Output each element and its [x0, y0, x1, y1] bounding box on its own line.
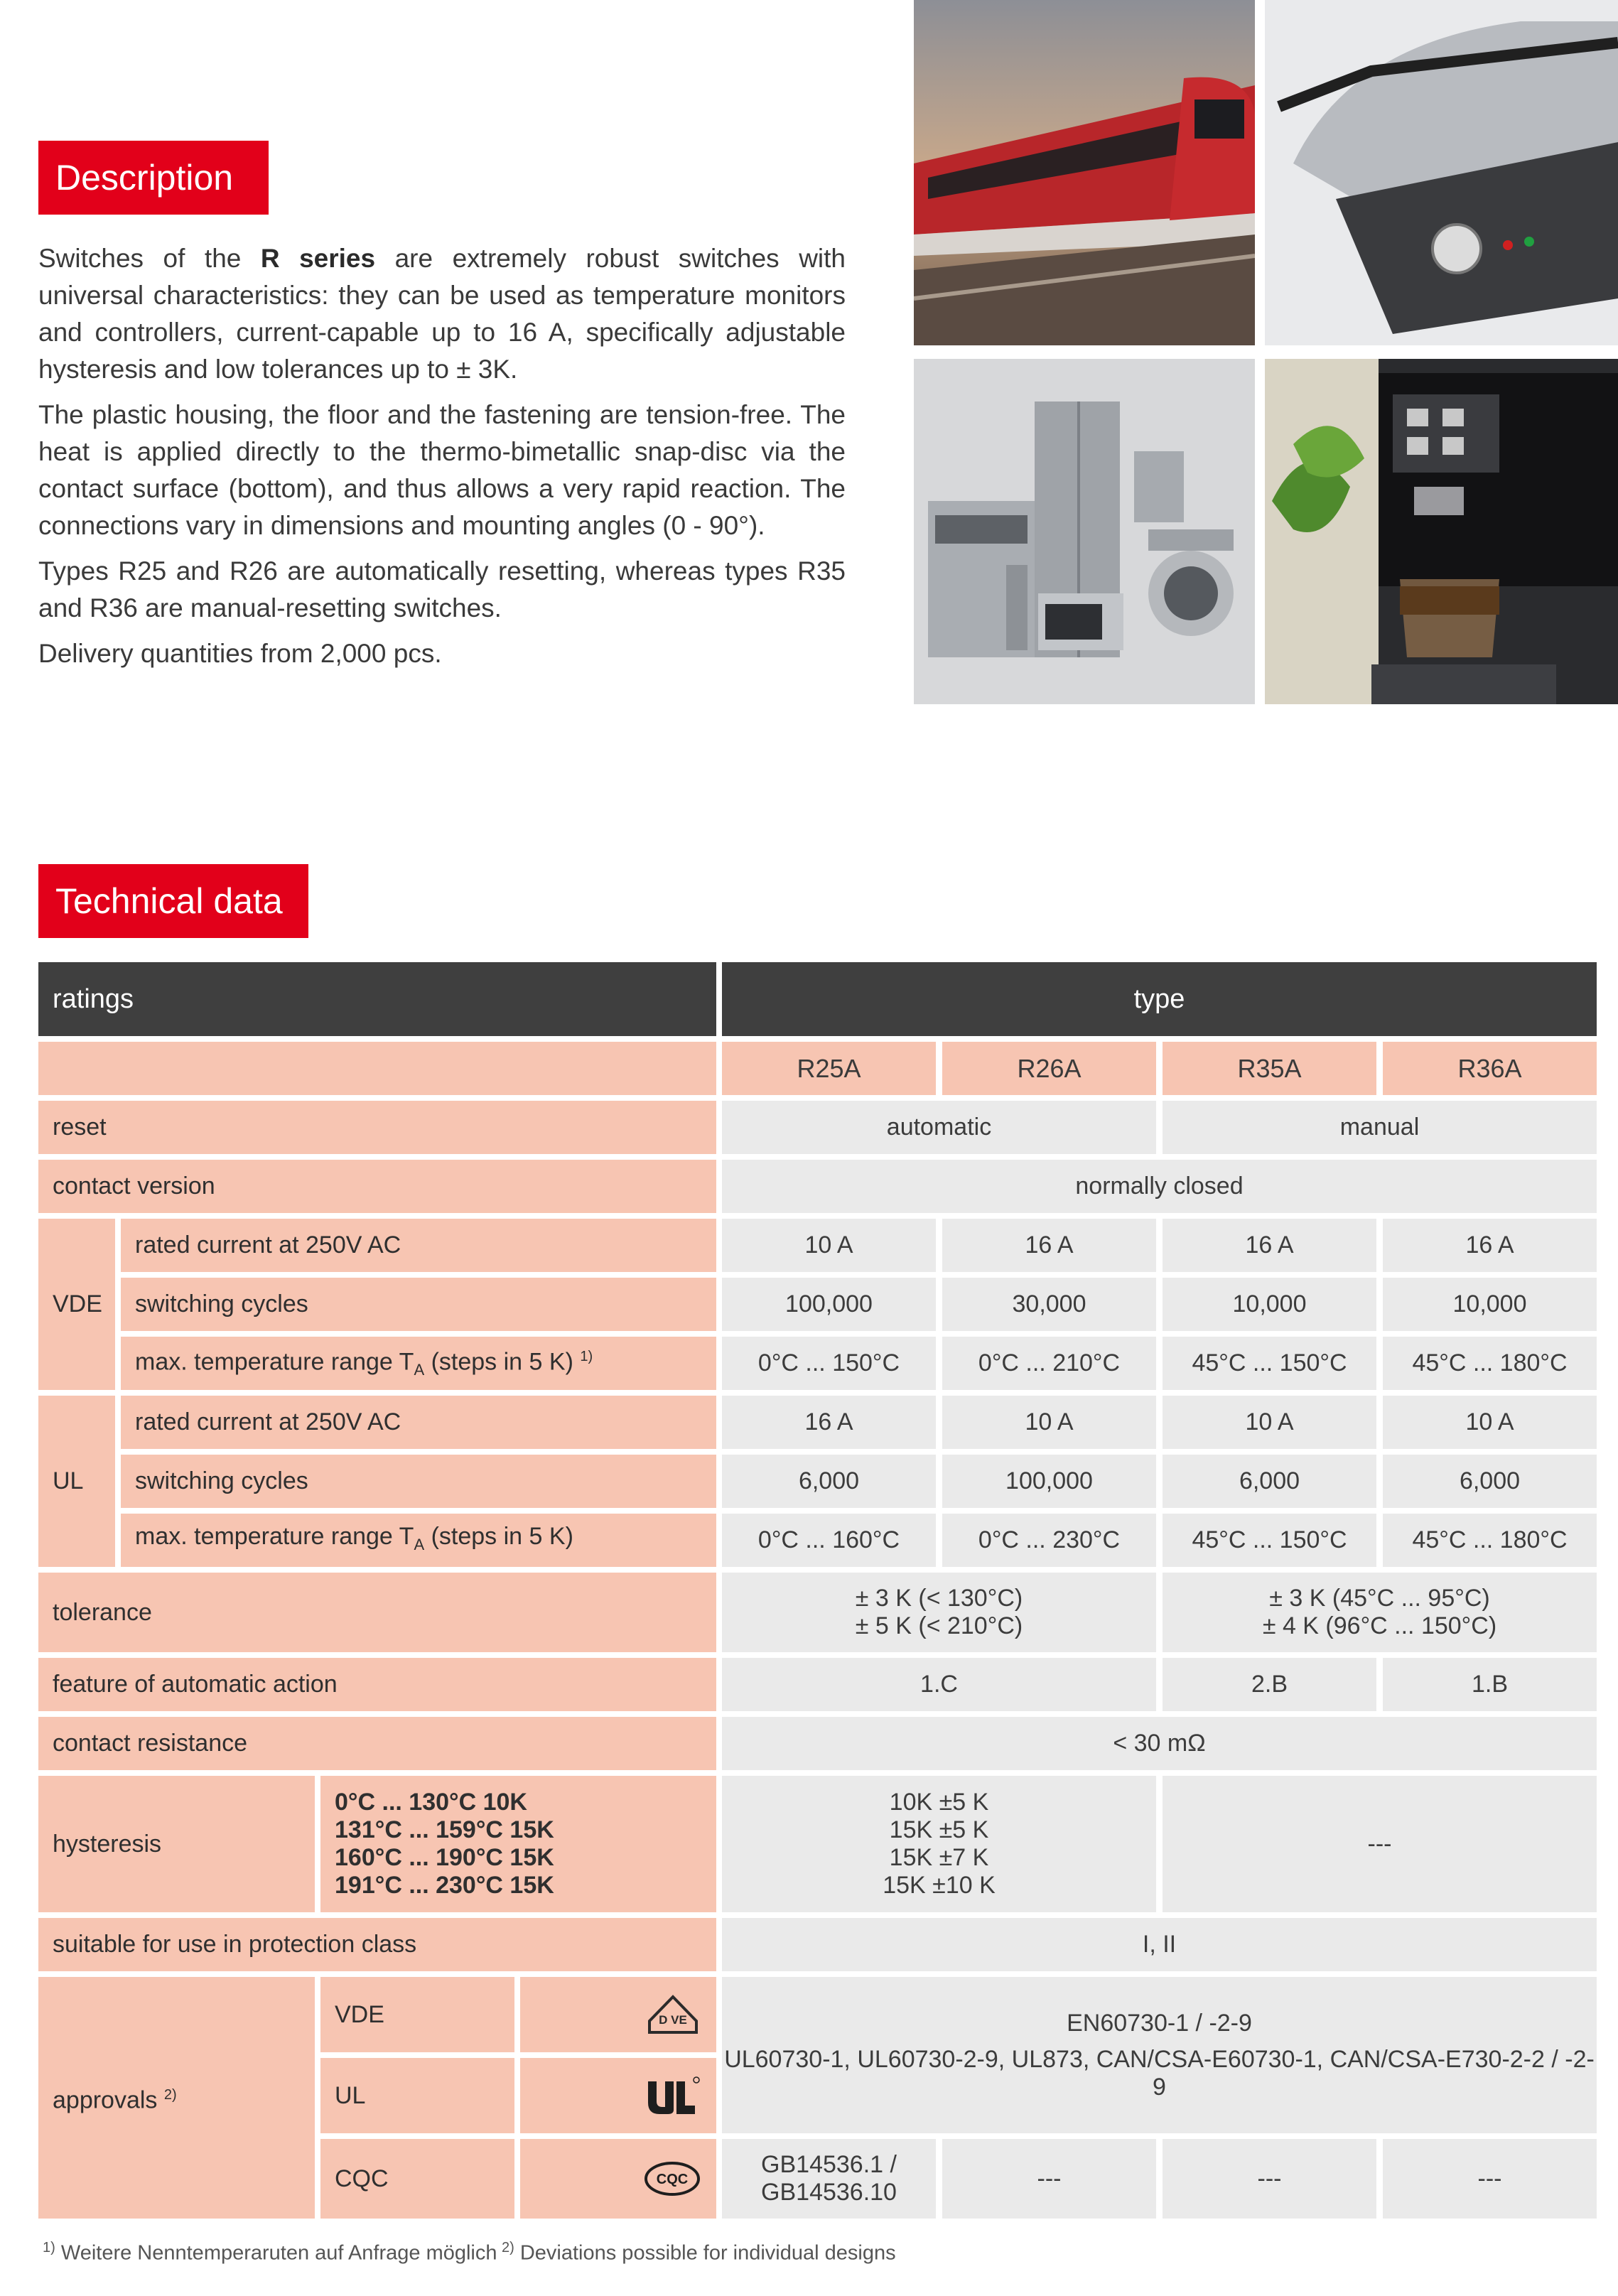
vde-temp-range-r36a: 45°C ... 180°C [1383, 1337, 1597, 1390]
footnote-1: $^{1)}$ Weitere Nenntemperaruten auf Anfrage möglich [43, 2240, 497, 2265]
tolerance-manual-value: ± 3 K (45°C ... 95°C) ± 4 K (96°C ... 150°C) [1163, 1573, 1597, 1652]
type-r26a: R26A [942, 1042, 1156, 1095]
feature-auto-value: 1.C [722, 1658, 1156, 1711]
description-paragraph-2: The plastic housing, the floor and the fastening are tension-free. The heat is applied directly to the thermo-bimetallic snap-disc via the contact surface (bottom), and thus allows a very rapid reaction. The connections vary in dimensions and mounting angles (0 - 90°). [38, 400, 846, 540]
train-photo [914, 0, 1255, 345]
ul-switching-cycles-r25a: 6,000 [722, 1455, 936, 1508]
description-paragraph-1: Switches of the R series are extremely robust switches with universal characteristics: they can be used as temperature monitors and controllers, current-capable up to 16 A, specifically adjustable hysteresis and low tolerances up to ± 3K. [38, 244, 846, 384]
vde-temp-range-r35a: 45°C ... 150°C [1163, 1337, 1376, 1390]
coffee-machine-photo [1265, 359, 1618, 704]
vde-switching-cycles-label: switching cycles [121, 1278, 716, 1331]
svg-text:CQC: CQC [656, 2172, 689, 2187]
ul-temp-range-r26a: 0°C ... 230°C [942, 1514, 1156, 1567]
vde-temp-range-label: max. temperature range $T_A$ (steps in 5 K) $^{1)}$ [121, 1337, 716, 1390]
protection-class-value: I, II [722, 1918, 1597, 1971]
ul-rated-current-r25a: 16 A [722, 1396, 936, 1449]
type-r25a: R25A [722, 1042, 936, 1095]
description-paragraph-4: Delivery quantities from 2,000 pcs. [38, 639, 442, 668]
vde-mark-icon [520, 1977, 716, 2052]
vde-rated-current-label: rated current at 250V AC [121, 1219, 716, 1272]
ul-temp-range-label: max. temperature range $T_A$ (steps in 5 K) [121, 1514, 716, 1567]
type-header: type [722, 962, 1597, 1036]
vde-rated-current-r36a: 16 A [1383, 1219, 1597, 1272]
approvals-cqc-r25a-r26a-value: GB14536.1 / GB14536.10 [722, 2139, 936, 2219]
tolerance-label: tolerance [38, 1573, 716, 1652]
ul-switching-cycles-r26a: 100,000 [942, 1455, 1156, 1508]
ul-switching-cycles-label: switching cycles [121, 1455, 716, 1508]
cqc-mark-icon [520, 2139, 716, 2219]
description-text [38, 240, 846, 681]
contact-version-label: contact version [38, 1160, 716, 1213]
reset-manual-value: manual [1163, 1101, 1597, 1154]
tolerance-auto-value: ± 3 K (< 130°C) ± 5 K (< 210°C) [722, 1573, 1156, 1652]
vde-rated-current-r35a: 16 A [1163, 1219, 1376, 1272]
type-r35a: R35A [1163, 1042, 1376, 1095]
ul-rated-current-label: rated current at 250V AC [121, 1396, 716, 1449]
feature-automatic-action-label: feature of automatic action [38, 1658, 716, 1711]
contact-version-value: normally closed [722, 1160, 1597, 1213]
vde-temp-range-r26a: 0°C ... 210°C [942, 1337, 1156, 1390]
approvals-cqc-r35a-value: --- [1163, 2139, 1376, 2219]
vde-switching-cycles-r25a: 100,000 [722, 1278, 936, 1331]
vde-rated-current-r25a: 10 A [722, 1219, 936, 1272]
ul-temp-range-r25a: 0°C ... 160°C [722, 1514, 936, 1567]
ul-rated-current-r35a: 10 A [1163, 1396, 1376, 1449]
svg-text:D VE: D VE [659, 2013, 687, 2027]
vde-group-label: VDE [38, 1219, 115, 1390]
ratings-header: ratings [38, 962, 716, 1036]
approvals-cqc-r26a-value: --- [942, 2139, 1156, 2219]
ul-temp-range-r35a: 45°C ... 150°C [1163, 1514, 1376, 1567]
reset-label: reset [38, 1101, 716, 1154]
vde-switching-cycles-r36a: 10,000 [1383, 1278, 1597, 1331]
type-row-label [38, 1042, 716, 1095]
vde-switching-cycles-r35a: 10,000 [1163, 1278, 1376, 1331]
approval-cqc-label: CQC [320, 2139, 514, 2219]
approval-ul-label: UL [320, 2058, 514, 2133]
description-paragraph-3: Types R25 and R26 are automatically resetting, whereas types R35 and R36 are manual-resetting switches. [38, 556, 846, 622]
contact-resistance-value: < 30 mΩ [722, 1717, 1597, 1770]
ul-switching-cycles-r36a: 6,000 [1383, 1455, 1597, 1508]
description-heading: Description [38, 141, 269, 215]
footnote-2: $^{2)}$ Deviations possible for individual designs [502, 2240, 896, 2265]
hysteresis-manual-value: --- [1163, 1776, 1597, 1912]
ul-group-label: UL [38, 1396, 115, 1567]
type-r36a: R36A [1383, 1042, 1597, 1095]
vde-temp-range-r25a: 0°C ... 150°C [722, 1337, 936, 1390]
ul-rated-current-r36a: 10 A [1383, 1396, 1597, 1449]
technical-data-heading: Technical data [38, 864, 308, 938]
feature-r36a-value: 1.B [1383, 1658, 1597, 1711]
approvals-cqc-r36a-value: --- [1383, 2139, 1597, 2219]
ul-rated-current-r26a: 10 A [942, 1396, 1156, 1449]
ul-switching-cycles-r35a: 6,000 [1163, 1455, 1376, 1508]
contact-grill-photo [1265, 0, 1618, 345]
approvals-label: approvals $^{2)}$ [38, 1977, 315, 2219]
reset-auto-value: automatic [722, 1101, 1156, 1154]
vde-rated-current-r26a: 16 A [942, 1219, 1156, 1272]
hysteresis-ranges: 0°C ... 130°C 10K 131°C ... 159°C 15K 160°C ... 190°C 15K 191°C ... 230°C 15K [320, 1776, 716, 1912]
approvals-vde-ul-value: EN60730-1 / -2-9 UL60730-1, UL60730-2-9, UL873, CAN/CSA-E60730-1, CAN/CSA-E730-2-2 / -2-9 [722, 1977, 1597, 2133]
vde-switching-cycles-r26a: 30,000 [942, 1278, 1156, 1331]
contact-resistance-label: contact resistance [38, 1717, 716, 1770]
feature-r35a-value: 2.B [1163, 1658, 1376, 1711]
ul-temp-range-r36a: 45°C ... 180°C [1383, 1514, 1597, 1567]
approval-vde-label: VDE [320, 1977, 514, 2052]
kitchen-appliances-photo [914, 359, 1255, 704]
ul-recognized-mark-icon [520, 2058, 716, 2133]
hysteresis-auto-values: 10K ±5 K 15K ±5 K 15K ±7 K 15K ±10 K [722, 1776, 1156, 1912]
protection-class-label: suitable for use in protection class [38, 1918, 716, 1971]
hysteresis-label: hysteresis [38, 1776, 315, 1912]
